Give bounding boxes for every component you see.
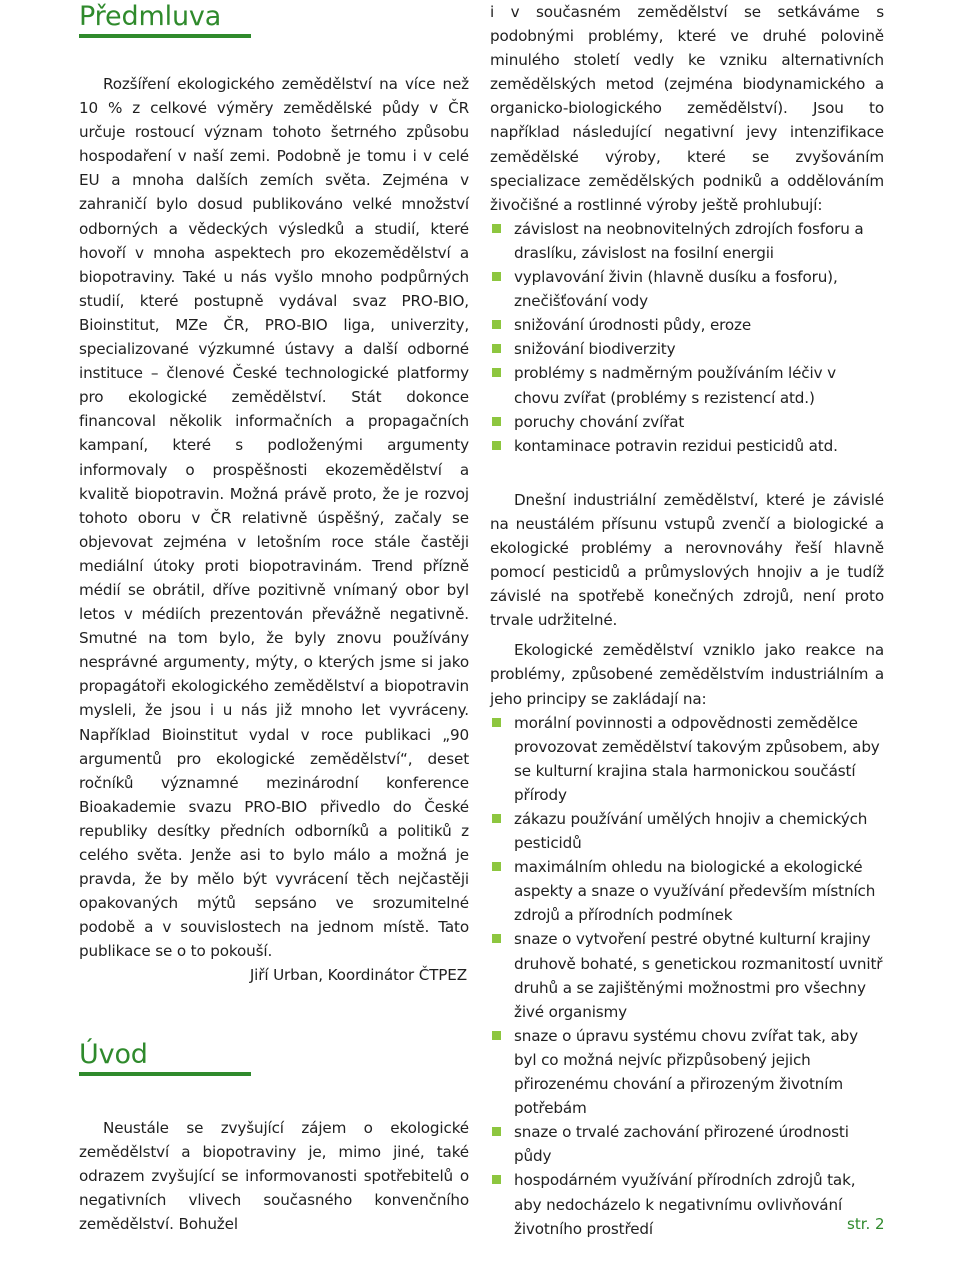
list-item: vyplavování živin (hlavně dusíku a fosforu), znečišťování vody (490, 265, 884, 313)
bullet-square-icon (492, 1127, 501, 1136)
list-item: snaze o trvalé zachování přirozené úrodnosti půdy (490, 1120, 884, 1168)
bullet-square-icon (492, 320, 501, 329)
bullet-square-icon (492, 441, 501, 450)
list-item: poruchy chování zvířat (490, 410, 884, 434)
intro-paragraph: Neustále se zvyšující zájem o ekologické zemědělství a biopotraviny je, mimo jiné, také odrazem zvyšující se informovanosti spotřebitelů o negativních vlivech současného konvenčního zemědělství. Bohužel (79, 1118, 469, 1233)
intro-heading: Úvod (79, 1038, 148, 1070)
bullet-square-icon (492, 368, 501, 377)
industrial-paragraph: Dnešní industriální zemědělství, které je závislé na neustálém přísunu vstupů zvenčí a biologické a ekologické problémy a nerovnováhy řeší hlavně pomocí pesticidů a průmyslových hnojiv a je tudíž závislé na spotřebě konečných zdrojů, není proto trvale udržitelné. (490, 490, 884, 630)
bullet-square-icon (492, 934, 501, 943)
preface-heading: Předmluva (79, 1, 222, 32)
bullet-square-icon (492, 814, 501, 823)
bullet-square-icon (492, 862, 501, 871)
principles-list (490, 711, 884, 1241)
page-number: str. 2 (847, 1215, 885, 1233)
bullet-square-icon (492, 718, 501, 727)
bullet-square-icon (492, 417, 501, 426)
preface-signature: Jiří Urban, Koordinátor ČTPEZ (249, 966, 467, 985)
list-item: snaze o úpravu systému chovu zvířat tak, aby byl co možná nejvíc přizpůsobený jejich přirozenému chování a přirozeným životním potřebám (490, 1024, 884, 1120)
bullet-square-icon (492, 272, 501, 281)
list-item: morální povinnosti a odpovědnosti zemědělce provozovat zemědělství takovým způsobem, aby se kulturní krajina stala harmonickou součástí přírody (490, 711, 884, 807)
list-item: zákazu používání umělých hnojiv a chemických pesticidů (490, 807, 884, 855)
list-item: kontaminace potravin rezidui pesticidů atd. (490, 434, 884, 458)
problems-list (490, 217, 884, 458)
bullet-square-icon (492, 1031, 501, 1040)
left-column (79, 0, 469, 1236)
list-item: maximálním ohledu na biologické a ekologické aspekty a snaze o využívání především místních zdrojů a přírodních podmínek (490, 855, 884, 927)
bullet-square-icon (492, 1175, 501, 1184)
list-item: snižování úrodnosti půdy, eroze (490, 313, 884, 337)
right-column (490, 0, 884, 1241)
continuation-paragraph: i v současném zemědělství se setkáváme s podobnými problémy, které ve druhé polovině minulého století vedly ke vzniku alternativních zemědělských metod (zejména biodynamického a organicko-biologického zemědělství). Jsou to například následující negativní jevy intenzifikace zemědělské výroby, které se zvyšováním specializace zemědělských podniků a oddělováním živočišné a rostlinné výroby ještě prohlubují: (490, 3, 884, 214)
organic-paragraph: Ekologické zemědělství vzniklo jako reakce na problémy, způsobené zemědělstvím industriálním a jeho principy se zakládají na: (490, 641, 884, 708)
bullet-square-icon (492, 344, 501, 353)
bullet-square-icon (492, 224, 501, 233)
list-item: snižování biodiverzity (490, 337, 884, 361)
list-item: problémy s nadměrným používáním léčiv v chovu zvířat (problémy s rezistencí atd.) (490, 361, 884, 409)
list-item: hospodárném využívání přírodních zdrojů tak, aby nedocházelo k negativnímu ovlivňování životního prostředí (490, 1168, 884, 1240)
list-item: závislost na neobnovitelných zdrojích fosforu a draslíku, závislost na fosilní energii (490, 217, 884, 265)
list-item: snaze o vytvoření pestré obytné kulturní krajiny druhově bohaté, s genetickou rozmanitostí uvnitř druhů a se zajištěnými možnostmi pro všechny živé organismy (490, 927, 884, 1023)
preface-paragraph: Rozšíření ekologického zemědělství na více než 10 % z celkové výměry zemědělské půdy v ČR určuje rostoucí význam tohoto šetrného způsobu hospodaření v naší zemi. Podobně je tomu i v celé EU a mnoha dalších zemích světa. Zejména v zahraničí bylo dosud publikováno velké množství odborných a vědeckých výsledků a studií, které hovoří v mnoha aspektech pro ekozemědělství a biopotraviny. Také u nás vyšlo mnoho podpůrných studií, které postupně vydával svaz PRO-BIO, Bioinstitut, MZe ČR, PRO-BIO liga, univerzity, specializované výzkumné ústavy a další odborné instituce – členové České technologické platformy pro ekologické zemědělství. Stát dokonce financoval několik informačních a propagačních kampaní, které s podloženými argumenty informovaly o prospěšnosti ekozemědělství a kvalitě biopotravin. Možná právě proto, že je rozvoj tohoto oboru v ČR relativně úspěšný, začaly se objevovat zejména v letošním roce stále častěji mediální útoky proti biopotravinám. Trend přízně médií se obrátil, dříve pozitivně vnímaný obor byl letos v médiích prezentován převážně negativně. Smutné na tom bylo, že byly znovu používány nesprávné argumenty, mýty, o kterých jsme si jako propagátoři ekologického zemědělství a biopotravin mysleli, že jsou i u nás již mnoho let vyvráceny. Například Bioinstitut vydal v roce publikaci „90 argumentů pro ekologické zemědělství“, deset ročníků významné mezinárodní konference Bioakademie svazu PRO-BIO přivedlo do České republiky desítky předních odborníků a politiků z celého světa. Jenže asi to bylo málo a možná je pravda, že by mělo být vyvrácení těch nejčastěji opakovaných mýtů sepsáno ve srozumitelné podobě a v souvislostech na jednom místě. Tato publikace se o to pokouší. (79, 75, 469, 961)
